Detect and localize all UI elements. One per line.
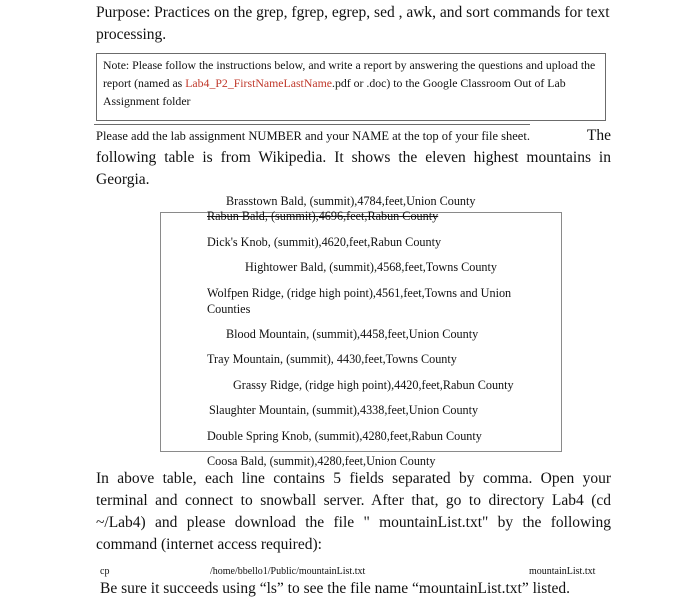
mountain-row: Grassy Ridge, (ridge high point),4420,feet,Rabun County <box>233 378 514 392</box>
intro-table-description: The following table is from Wikipedia. It shows the eleven highest mountains in Georgia. <box>96 127 611 188</box>
mountain-row: Slaughter Mountain, (summit),4338,feet,Union County <box>209 403 479 417</box>
mountain-row: Double Spring Knob, (summit),4280,feet,Rabun County <box>207 429 482 443</box>
mountain-row: Dick's Knob, (summit),4620,feet,Rabun County <box>207 235 442 249</box>
command-cp: cp <box>100 566 110 577</box>
note-text-after: .pdf or .doc) to the Google Classroom Out of Lab Assignment folder <box>103 76 566 108</box>
mountain-row: Hightower Bald, (summit),4568,feet,Towns County <box>245 260 498 274</box>
mountain-row: Wolfpen Ridge, (ridge high point),4561,feet,Towns and Union Counties <box>207 286 512 316</box>
mountain-row: Brasstown Bald, (summit),4784,feet,Union County <box>226 194 476 208</box>
note-box <box>96 53 606 121</box>
final-note: Be sure it succeeds using “ls” to see the file name “mountainList.txt” listed. <box>100 580 571 597</box>
purpose-text: Purpose: Practices on the grep, fgrep, egrep, sed , awk, and sort commands for text processing. <box>96 4 610 43</box>
mountain-row: Rabun Bald, (summit),4696,feet,Rabun County <box>207 209 439 223</box>
intro-paragraph <box>96 124 611 191</box>
note-text-before: Note: Please follow the instructions below, and write a report by answering the questions and upload the report (named as <box>103 58 596 90</box>
note-filename: Lab4_P2_FirstNameLastName <box>185 76 332 90</box>
explanation-paragraph: In above table, each line contains 5 fields separated by comma. Open your terminal and connect to snowball server. After that, go to directory Lab4 (cd ~/Lab4) and please download the file " mountainList.txt" by the following command (internet access required): <box>96 470 611 553</box>
mountain-row: Blood Mountain, (summit),4458,feet,Union County <box>226 327 479 341</box>
mountain-row: Tray Mountain, (summit), 4430,feet,Towns County <box>207 352 457 366</box>
command-destination: mountainList.txt <box>529 566 596 577</box>
mountain-row: Coosa Bald, (summit),4280,feet,Union County <box>207 454 436 468</box>
command-source-path: /home/bbello1/Public/mountainList.txt <box>210 566 366 577</box>
intro-instruction: Please add the lab assignment NUMBER and your NAME at the top of your file sheet. <box>94 124 530 147</box>
